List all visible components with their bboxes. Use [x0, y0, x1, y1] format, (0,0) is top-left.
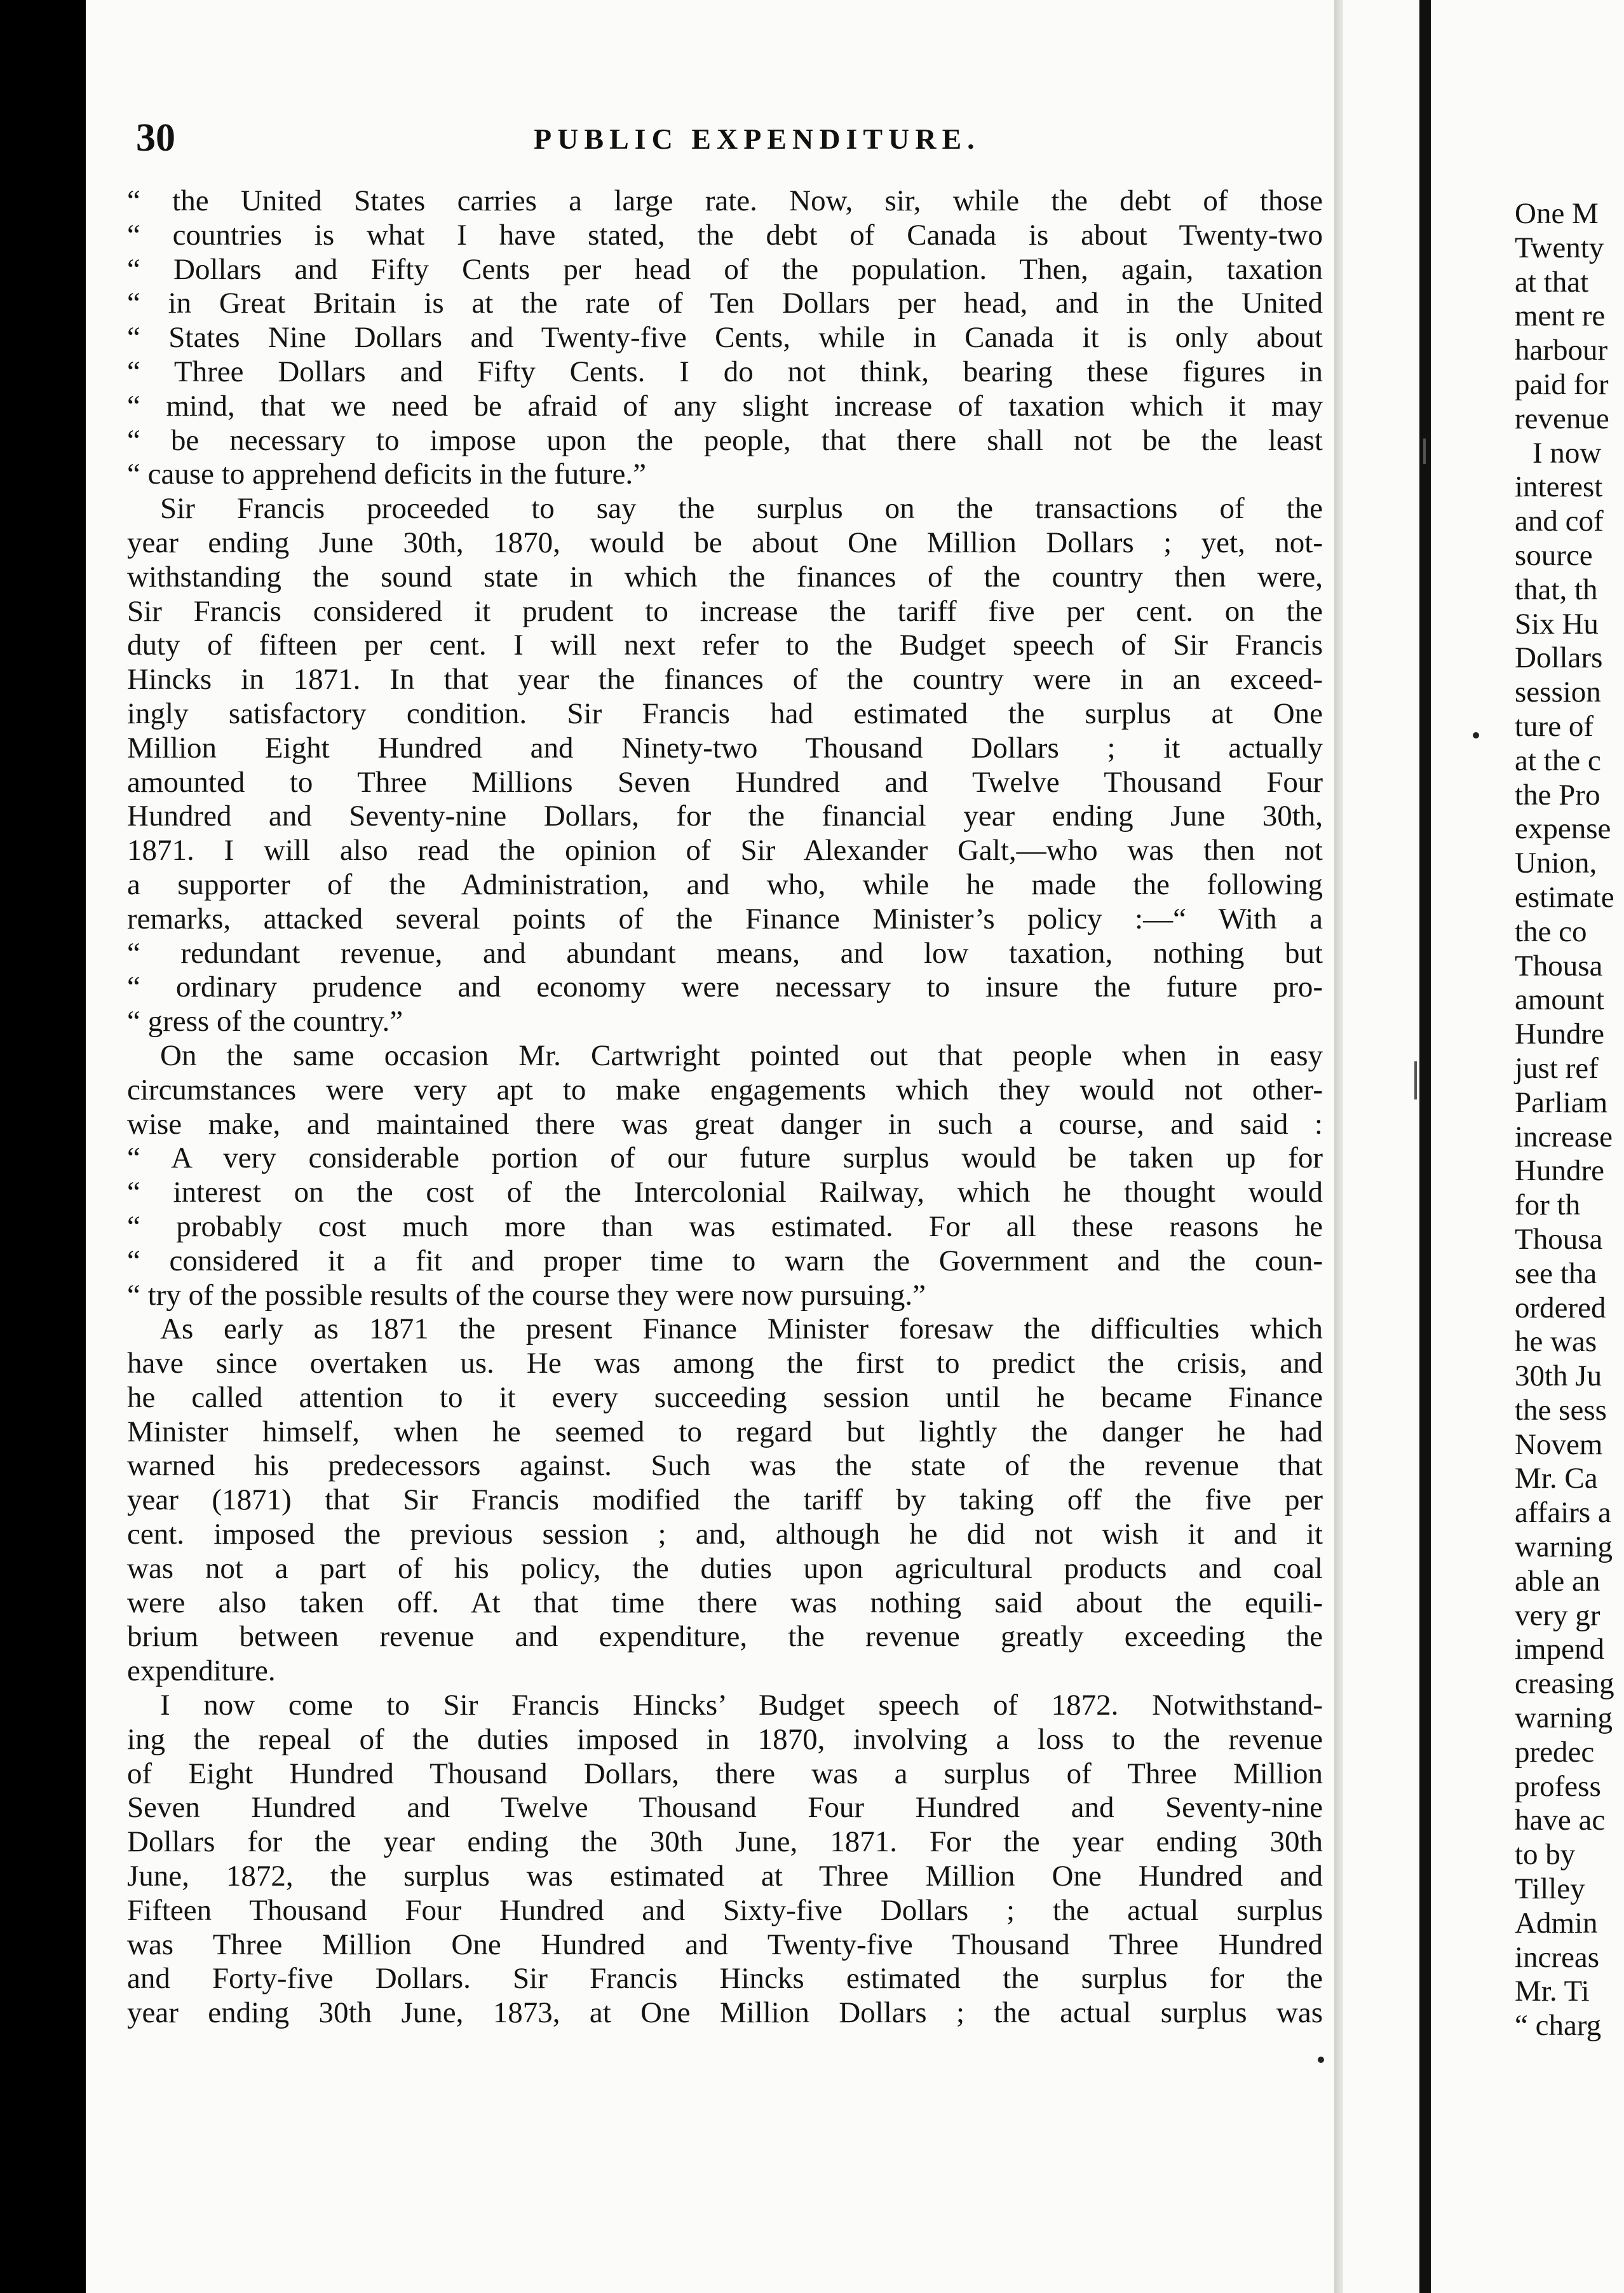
facing-page-line: just ref	[1515, 1051, 1599, 1085]
facing-page-line: creasing	[1515, 1667, 1614, 1701]
text-line: “ gress of the country.”	[127, 1005, 403, 1038]
text-line: have since overtaken us. He was among the first to predict the crisis, and	[127, 1347, 1323, 1380]
facing-page-line: ture of	[1515, 709, 1594, 743]
facing-page-line: ordered	[1515, 1291, 1606, 1324]
facing-page-line: Hundre	[1515, 1017, 1604, 1051]
text-line: expenditure.	[127, 1654, 276, 1688]
facing-page-line: Parliam	[1515, 1085, 1608, 1119]
margin-mark	[1414, 1061, 1417, 1099]
facing-page-fragments	[1515, 197, 1614, 2043]
text-line: “ mind, that we need be afraid of any slight increase of taxation which it may	[127, 389, 1323, 423]
facing-page-line: and cof	[1515, 505, 1604, 538]
text-line: “ probably cost much more than was estimated. For all these reasons he	[127, 1209, 1323, 1243]
text-line: Minister himself, when he seemed to regard but lightly the danger he had	[127, 1415, 1323, 1448]
facing-page-line: very gr	[1515, 1598, 1600, 1632]
text-line: year (1871) that Sir Francis modified the tariff by taking off the five per	[127, 1483, 1323, 1517]
facing-page-line: interest	[1515, 470, 1603, 504]
facing-page-line: at that	[1515, 265, 1589, 299]
text-line: As early as 1871 the present Finance Minister foresaw the difficulties which	[160, 1312, 1323, 1346]
text-line: amounted to Three Millions Seven Hundred and Twelve Thousand Four	[127, 765, 1323, 799]
text-line: Fifteen Thousand Four Hundred and Sixty-five Dollars ; the actual surplus	[127, 1893, 1323, 1927]
text-line: On the same occasion Mr. Cartwright pointed out that people when in easy	[160, 1038, 1323, 1072]
body-text	[127, 184, 1323, 2031]
text-line: warned his predecessors against. Such was the state of the revenue that	[127, 1449, 1323, 1483]
facing-page-line: the Pro	[1515, 778, 1600, 812]
facing-page-line: warning	[1515, 1701, 1613, 1735]
text-line: and Forty-five Dollars. Sir Francis Hincks estimated the surplus for the	[127, 1962, 1323, 1996]
facing-page-line: that, th	[1515, 573, 1598, 606]
text-line: Million Eight Hundred and Ninety-two Thousand Dollars ; it actually	[127, 731, 1323, 765]
facing-page-line: able an	[1515, 1564, 1600, 1598]
text-line: Dollars for the year ending the 30th June, 1871. For the year ending 30th	[127, 1825, 1323, 1859]
text-line: 1871. I will also read the opinion of Sir Alexander Galt,—who was then not	[127, 834, 1323, 868]
facing-page-line: he was	[1515, 1325, 1597, 1359]
text-line: year ending June 30th, 1870, would be about One Million Dollars ; yet, not-	[127, 526, 1323, 559]
facing-page-line: the sess	[1515, 1393, 1607, 1427]
facing-page-line: profess	[1515, 1769, 1601, 1803]
speck-mark	[1473, 732, 1479, 738]
text-line: “ cause to apprehend deficits in the future.”	[127, 458, 646, 491]
facing-page-line: 30th Ju	[1515, 1359, 1602, 1393]
facing-page-line: predec	[1515, 1735, 1595, 1769]
facing-page-line: session	[1515, 676, 1601, 709]
text-line: was not a part of his policy, the duties upon agricultural products and coal	[127, 1551, 1323, 1585]
page-number: 30	[136, 116, 175, 160]
text-line: year ending 30th June, 1873, at One Million Dollars ; the actual surplus was	[127, 1996, 1323, 2030]
text-line: “ be necessary to impose upon the people, that there shall not be the least	[127, 423, 1323, 457]
facing-page-line: source	[1515, 538, 1593, 572]
speck-mark	[1318, 2057, 1324, 2063]
text-line: of Eight Hundred Thousand Dollars, there was a surplus of Three Million	[127, 1757, 1323, 1790]
text-line: “ redundant revenue, and abundant means, and low taxation, nothing but	[127, 936, 1323, 970]
text-line: ingly satisfactory condition. Sir Francis had estimated the surplus at One	[127, 697, 1323, 730]
text-line: “ Three Dollars and Fifty Cents. I do not think, bearing these figures in	[127, 355, 1323, 388]
page-edge-shadow	[1334, 0, 1343, 2293]
facing-page-line: expense	[1515, 812, 1611, 846]
text-line: “ considered it a fit and proper time to warn the Government and the coun-	[127, 1244, 1323, 1277]
text-line: I now come to Sir Francis Hincks’ Budget speech of 1872. Notwithstand-	[160, 1689, 1323, 1722]
text-line: circumstances were very apt to make engagements which they would not other-	[127, 1073, 1323, 1106]
text-line: “ ordinary prudence and economy were necessary to insure the future pro-	[127, 970, 1323, 1004]
text-line: Sir Francis proceeded to say the surplus on the transactions of the	[160, 492, 1323, 526]
facing-page-line: warning	[1515, 1530, 1613, 1564]
facing-page-line: ment re	[1515, 299, 1606, 333]
facing-page-line: Thousa	[1515, 1222, 1603, 1256]
facing-page-line: estimate	[1515, 880, 1614, 914]
text-line: “ A very considerable portion of our future surplus would be taken up for	[127, 1141, 1323, 1175]
facing-page-line: Tilley	[1515, 1872, 1585, 1906]
facing-page-line: affairs a	[1515, 1496, 1611, 1530]
facing-page-line: Thousa	[1515, 949, 1603, 983]
text-line: Seven Hundred and Twelve Thousand Four Hundred and Seventy-nine	[127, 1791, 1323, 1825]
text-line: a supporter of the Administration, and who, while he made the following	[127, 868, 1323, 901]
text-line: “ in Great Britain is at the rate of Ten Dollars per head, and in the United	[127, 287, 1323, 320]
facing-page-line: for th	[1515, 1188, 1581, 1222]
text-line: cent. imposed the previous session ; and, although he did not wish it and it	[127, 1518, 1323, 1551]
text-line: “ Dollars and Fifty Cents per head of the population. Then, again, taxation	[127, 252, 1323, 286]
text-line: brium between revenue and expenditure, the revenue greatly exceeding the	[127, 1620, 1323, 1654]
facing-page-line: see tha	[1515, 1256, 1597, 1290]
facing-page-line: revenue	[1515, 402, 1609, 435]
facing-page-line: amount	[1515, 983, 1604, 1017]
facing-page-line: harbour	[1515, 334, 1608, 367]
text-line: “ States Nine Dollars and Twenty-five Cents, while in Canada it is only about	[127, 321, 1323, 355]
margin-mark	[1423, 439, 1426, 464]
facing-page-line: Union,	[1515, 847, 1597, 880]
text-line: remarks, attacked several points of the Finance Minister’s policy :—“ With a	[127, 902, 1323, 936]
facing-page-line: to by	[1515, 1838, 1576, 1872]
text-line: were also taken off. At that time there was nothing said about the equili-	[127, 1586, 1323, 1619]
facing-page-line: Mr. Ca	[1515, 1462, 1598, 1495]
text-line: June, 1872, the surplus was estimated at Three Million One Hundred and	[127, 1860, 1323, 1893]
facing-page-line: Six Hu	[1515, 607, 1599, 641]
text-line: Sir Francis considered it prudent to increase the tariff five per cent. on the	[127, 594, 1323, 628]
facing-page-line: increase	[1515, 1120, 1613, 1153]
text-line: was Three Million One Hundred and Twenty-five Thousand Three Hundred	[127, 1928, 1323, 1961]
facing-page-line: I now	[1533, 436, 1602, 470]
facing-page-line: Hundre	[1515, 1154, 1604, 1188]
facing-page-line: Novem	[1515, 1427, 1603, 1461]
text-line: withstanding the sound state in which the finances of the country then were,	[127, 560, 1323, 594]
facing-page-line: paid for	[1515, 367, 1609, 401]
facing-page-line: Admin	[1515, 1906, 1598, 1940]
facing-page-line: impend	[1515, 1633, 1604, 1666]
text-line: Hundred and Seventy-nine Dollars, for the financial year ending June 30th,	[127, 799, 1323, 833]
facing-page-line: One M	[1515, 197, 1599, 230]
facing-page-line: the co	[1515, 915, 1587, 948]
text-line: wise make, and maintained there was great danger in such a course, and said :	[127, 1107, 1323, 1141]
text-line: Hincks in 1871. In that year the finances of the country were in an exceed-	[127, 663, 1323, 697]
facing-page-line: increas	[1515, 1940, 1600, 1974]
text-line: “ interest on the cost of the Intercolonial Railway, which he thought would	[127, 1176, 1323, 1209]
facing-page-line: Twenty	[1515, 231, 1604, 264]
text-line: duty of fifteen per cent. I will next refer to the Budget speech of Sir Francis	[127, 629, 1323, 662]
facing-page-line: at the c	[1515, 744, 1601, 777]
facing-page-line: “ charg	[1515, 2009, 1602, 2043]
text-line: “ the United States carries a large rate. Now, sir, while the debt of those	[127, 184, 1323, 217]
text-line: he called attention to it every succeeding session until he became Finance	[127, 1380, 1323, 1414]
facing-page-line: Dollars	[1515, 641, 1603, 675]
running-head: PUBLIC EXPENDITURE.	[534, 123, 980, 155]
book-gutter	[1419, 0, 1431, 2293]
text-line: “ countries is what I have stated, the debt of Canada is about Twenty-two	[127, 218, 1323, 252]
text-line: “ try of the possible results of the course they were now pursuing.”	[127, 1278, 926, 1312]
facing-page-line: have ac	[1515, 1804, 1606, 1837]
text-line: ing the repeal of the duties imposed in 1870, involving a loss to the revenue	[127, 1722, 1323, 1756]
facing-page-line: Mr. Ti	[1515, 1975, 1590, 2008]
